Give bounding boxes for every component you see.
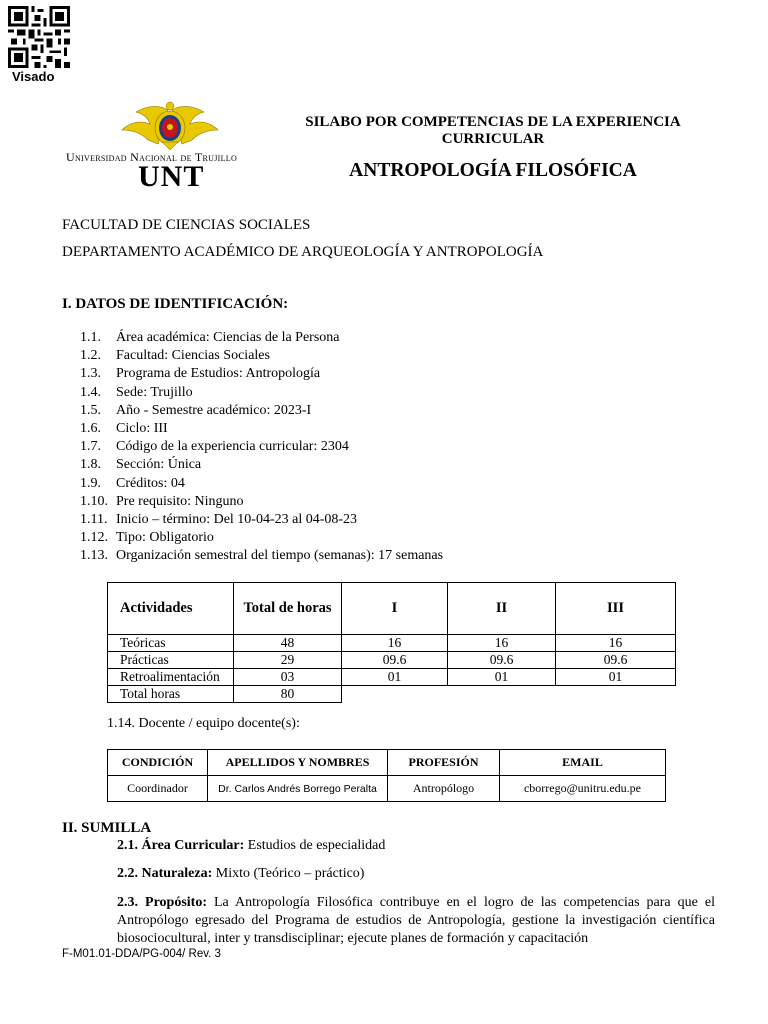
department-line: DEPARTAMENTO ACADÉMICO DE ARQUEOLOGÍA Y ANTROPOLOGÍA (62, 244, 544, 260)
list-item: 1.6. Ciclo: III (80, 420, 168, 436)
section-2-title: II. SUMILLA (62, 820, 152, 836)
list-item: 1.9. Créditos: 04 (80, 475, 185, 491)
table-row: Prácticas 29 09.6 09.6 09.6 (108, 652, 676, 669)
list-item: 1.11. Inicio – término: Del 10-04-23 al 04-08-23 (80, 511, 358, 527)
list-item: 1.10. Pre requisito: Ninguno (80, 493, 244, 509)
area-curricular: 2.1. Área Curricular: Estudios de especialidad (117, 838, 386, 853)
university-name: Universidad Nacional de Trujillo (66, 150, 238, 164)
visado-label: Visado (12, 69, 55, 84)
list-item: 1.8. Sección: Única (80, 457, 202, 473)
university-abbr: UNT (138, 160, 205, 193)
table-header: Total de horas (234, 583, 342, 635)
table-header: APELLIDOS Y NOMBRES (208, 750, 388, 776)
naturaleza: 2.2. Naturaleza: Mixto (Teórico – práctico) (117, 866, 365, 881)
list-item: 1.5. Año - Semestre académico: 2023-I (80, 402, 312, 418)
table-header: II (448, 583, 556, 635)
list-item: 1.2. Facultad: Ciencias Sociales (80, 348, 270, 364)
docente-label: 1.14. Docente / equipo docente(s): (107, 716, 300, 731)
list-item: 1.3. Programa de Estudios: Antropología (80, 366, 321, 382)
table-header: PROFESIÓN (388, 750, 500, 776)
section-1-title: I. DATOS DE IDENTIFICACIÓN: (62, 296, 289, 312)
list-item: 1.1. Área académica: Ciencias de la Persona (80, 330, 340, 345)
footer-code: F-M01.01-DDA/PG-004/ Rev. 3 (62, 948, 221, 960)
table-row: Coordinador Dr. Carlos Andrés Borrego Peralta Antropólogo cborrego@unitru.edu.pe (108, 776, 666, 802)
table-header: CONDICIÓN (108, 750, 208, 776)
course-name: ANTROPOLOGÍA FILOSÓFICA (349, 160, 637, 181)
faculty-line: FACULTAD DE CIENCIAS SOCIALES (62, 217, 311, 233)
eagle-emblem-icon (122, 102, 218, 150)
docente-table (107, 749, 666, 802)
qr-code (8, 6, 70, 68)
list-item: 1.4. Sede: Trujillo (80, 384, 193, 400)
table-row: Total horas 80 (108, 686, 676, 703)
table-header: III (556, 583, 676, 635)
email-link[interactable]: cborrego@unitru.edu.pe (500, 776, 666, 802)
list-item: 1.7. Código de la experiencia curricular: 2304 (80, 439, 349, 455)
table-header: I (342, 583, 448, 635)
activities-table (107, 582, 676, 703)
table-header: EMAIL (500, 750, 666, 776)
list-item: 1.13. Organización semestral del tiempo (semanas): 17 semanas (80, 548, 444, 564)
syllabus-title: SILABO POR COMPETENCIAS DE LA EXPERIENCIA CURRICULAR (305, 114, 681, 147)
proposito-paragraph: 2.3. Propósito: La Antropología Filosófica contribuye en el logro de las competencias para que el Antropólogo egresado del Programa de estudios de Antropología, gestione la investigación científica biosociocultural, inter y transdisciplinar; ejecute planes de formación y capacitación (117, 895, 715, 946)
table-row: Retroalimentación 03 01 01 01 (108, 669, 676, 686)
identification-list (80, 329, 443, 565)
table-header: Actividades (108, 583, 234, 635)
list-item: 1.12. Tipo: Obligatorio (80, 530, 214, 546)
table-row: Teóricas 48 16 16 16 (108, 635, 676, 652)
